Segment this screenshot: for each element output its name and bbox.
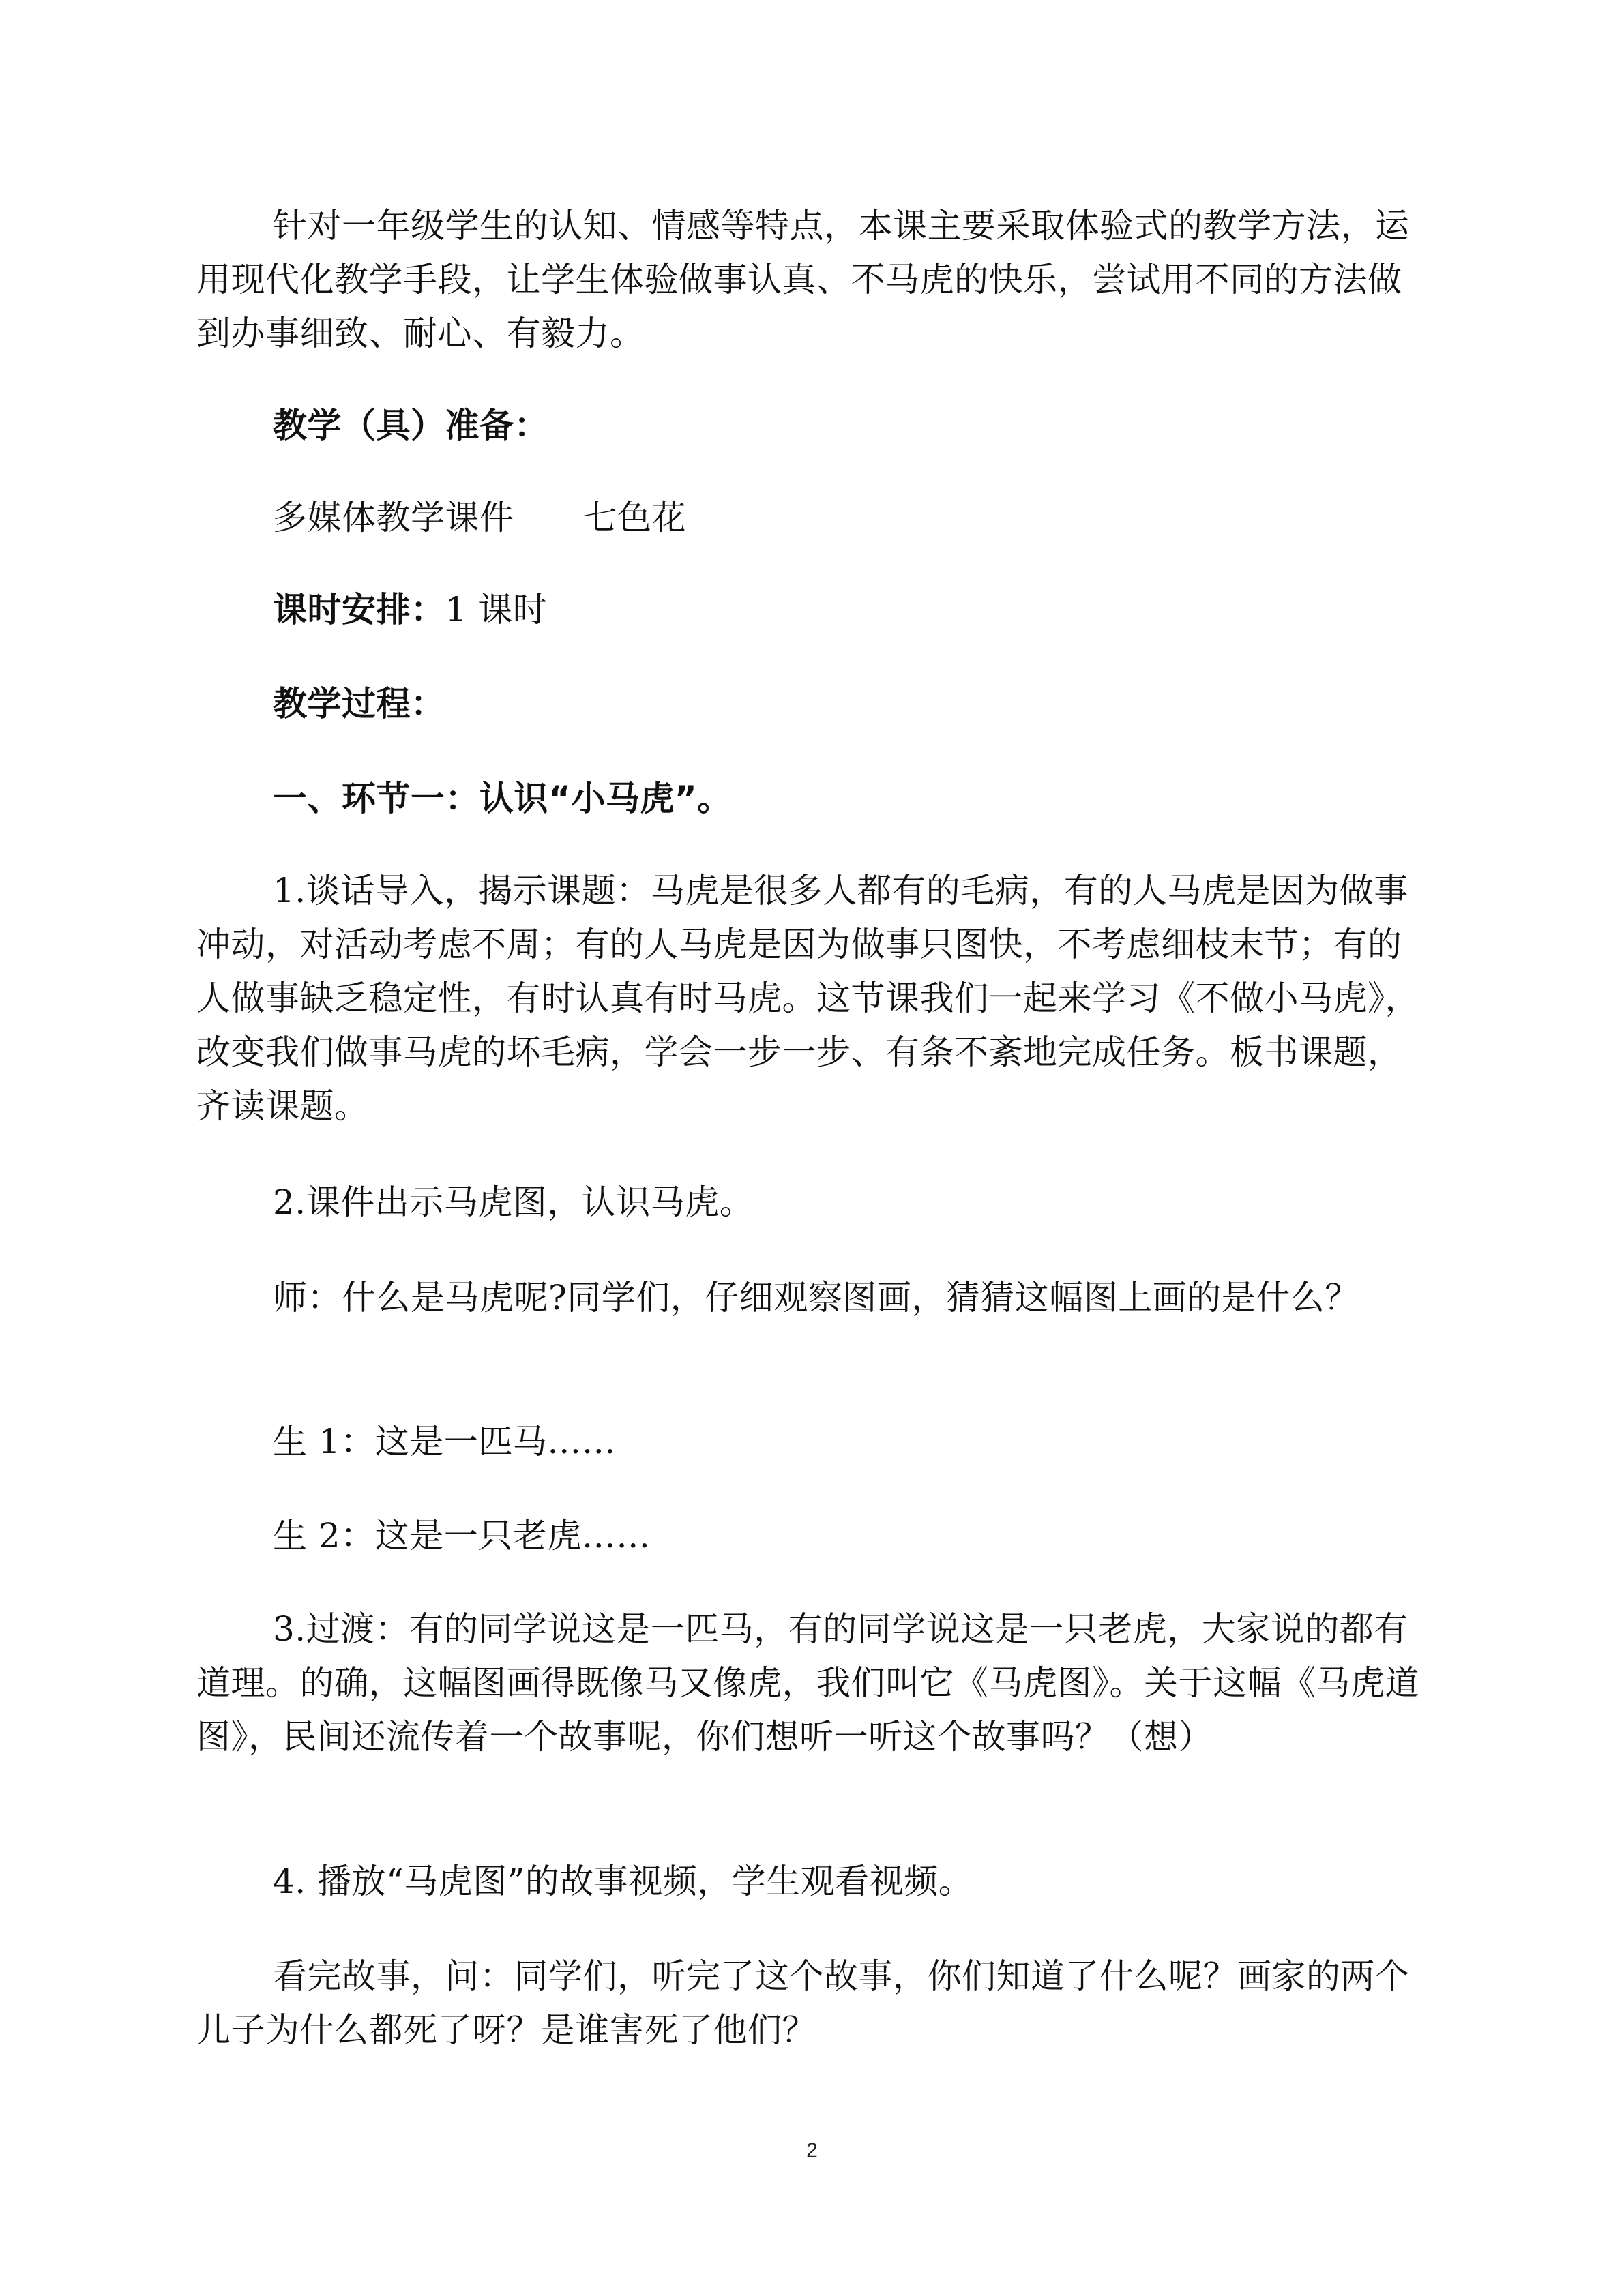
student-two-answer: 生 2：这是一只老虎…… [273, 1516, 651, 1555]
transition-paragraph: 3.过渡：有的同学说这是一匹马，有的同学说这是一只老虎，大家说的都有道理。的确，这幅图画得既像马又像虎，我们叫它《马虎图》。关于这幅《马虎道图》，民间还流传着一个故事呢，你们想听一听这个故事吗？（想） [196, 1609, 1419, 1757]
teacher-question-paragraph: 师：什么是马虎呢?同学们，仔细观察图画，猜猜这幅图上画的是什么？ [273, 1278, 1359, 1317]
after-story-question-paragraph: 看完故事，问：同学们，听完了这个故事，你们知道了什么呢？画家的两个儿子为什么都死了呀？是谁害死了他们？ [196, 1956, 1410, 2050]
step-two-paragraph: 2.课件出示马虎图，认识马虎。 [273, 1182, 754, 1222]
schedule-value: 1 课时 [445, 590, 548, 629]
intro-paragraph: 针对一年级学生的认知、情感等特点，本课主要采取体验式的教学方法，运用现代化教学手段，让学生体验做事认真、不马虎的快乐，尝试用不同的方法做到办事细致、耐心、有毅力。 [196, 206, 1410, 353]
teaching-process-heading: 教学过程： [273, 684, 445, 724]
schedule-label: 课时安排： [273, 590, 445, 629]
schedule-line [196, 583, 1428, 637]
teaching-prep-heading: 教学（具）准备： [273, 406, 548, 445]
student-one-answer: 生 1：这是一匹马…… [273, 1422, 617, 1461]
section-one-heading: 一、环节一：认识“小马虎”。 [273, 779, 732, 818]
page-number: 2 [806, 2139, 818, 2162]
video-step-paragraph: 4. 播放“马虎图”的故事视频，学生观看视频。 [273, 1862, 973, 1901]
step-one-paragraph: 1.谈话导入，揭示课题：马虎是很多人都有的毛病，有的人马虎是因为做事冲动，对活动考虑不周；有的人马虎是因为做事只图快，不考虑细枝末节；有的人做事缺乏稳定性，有时认真有时马虎。这节课我们一起来学习《不做小马虎》，改变我们做事马虎的坏毛病，学会一步一步、有条不紊地完成任务。板书课题，齐读课题。 [196, 871, 1419, 1126]
teaching-prep-items: 多媒体教学课件 七色花 [273, 498, 686, 537]
